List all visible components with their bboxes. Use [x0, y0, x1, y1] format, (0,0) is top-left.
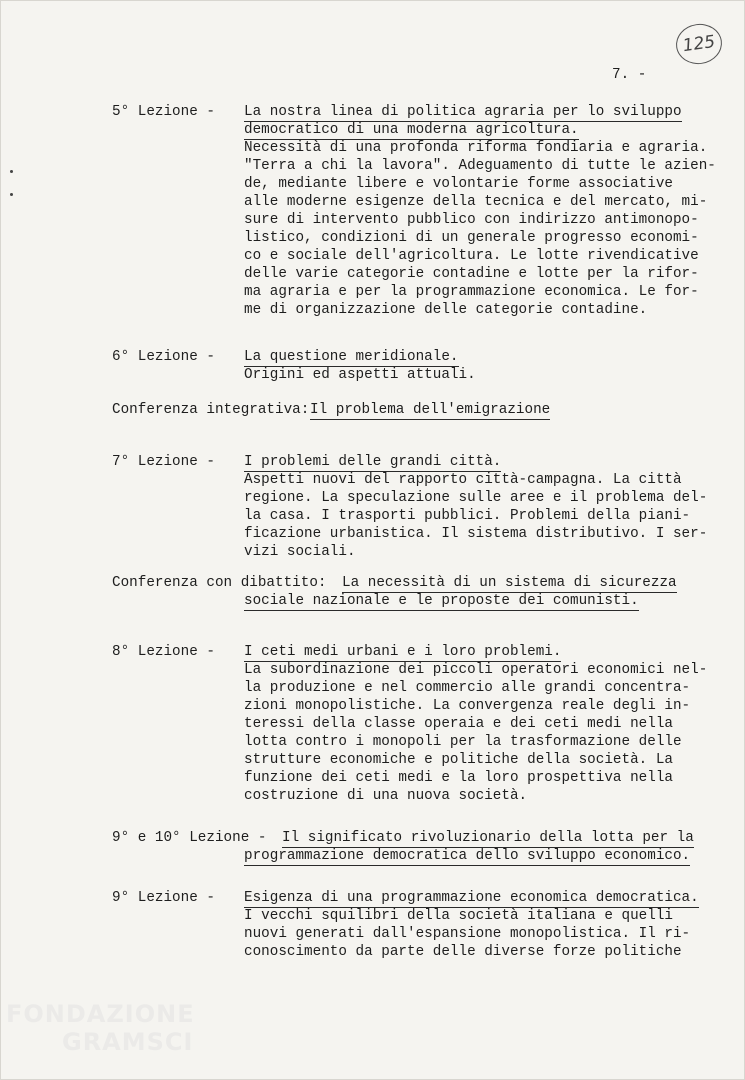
lesson-text-line: ma agraria e per la programmazione economica. Le for-: [244, 284, 699, 300]
lesson-label: 9° e 10° Lezione -: [112, 830, 267, 846]
lesson-text-line: lotta contro i monopoli per la trasformazione delle: [244, 734, 682, 750]
lesson-text-line: vizi sociali.: [244, 544, 356, 560]
lesson-text-line: delle varie categorie contadine e lotte per la rifor-: [244, 266, 699, 282]
lesson-title: programmazione democratica dello sviluppo economico.: [244, 848, 691, 864]
conference-title: Il problema dell'emigrazione: [310, 402, 551, 418]
lesson-text-line: la produzione e nel commercio alle grandi concentra-: [244, 680, 691, 696]
lesson-text-line: nuovi generati dall'espansione monopolistica. Il ri-: [244, 926, 691, 942]
lesson-text-line: co e sociale dell'agricoltura. Le lotte rivendicative: [244, 248, 699, 264]
lesson-text-line: La subordinazione dei piccoli operatori economici nel-: [244, 662, 708, 678]
conference-label: Conferenza con dibattito:: [112, 575, 327, 591]
lesson-text-line: la casa. I trasporti pubblici. Problemi della piani-: [244, 508, 691, 524]
conference-title: sociale nazionale e le proposte dei comunisti.: [244, 593, 639, 609]
lesson-label: 8° Lezione -: [112, 644, 215, 660]
lesson-text-line: zioni monopolistiche. La convergenza reale degli in-: [244, 698, 691, 714]
lesson-text-line: alle moderne esigenze della tecnica e del mercato, mi-: [244, 194, 708, 210]
margin-mark: [10, 193, 13, 196]
lesson-text-line: sure di intervento pubblico con indirizzo antimonopo-: [244, 212, 699, 228]
page-number: 7. -: [612, 67, 647, 83]
lesson-text-line: costruzione di una nuova società.: [244, 788, 528, 804]
lesson-title: La nostra linea di politica agraria per lo sviluppo: [244, 104, 682, 120]
lesson-text-line: Origini ed aspetti attuali.: [244, 367, 476, 383]
lesson-text-line: strutture economiche e politiche della società. La: [244, 752, 673, 768]
lesson-text-line: I vecchi squilibri della società italiana e quelli: [244, 908, 673, 924]
lesson-label: 5° Lezione -: [112, 104, 215, 120]
lesson-title: I ceti medi urbani e i loro problemi.: [244, 644, 562, 660]
lesson-label: 6° Lezione -: [112, 349, 215, 365]
lesson-text-line: ficazione urbanistica. Il sistema distributivo. I ser-: [244, 526, 708, 542]
lesson-text-line: Aspetti nuovi del rapporto città-campagna. La città: [244, 472, 682, 488]
lesson-text-line: listico, condizioni di un generale progresso economi-: [244, 230, 699, 246]
conference-label: Conferenza integrativa:: [112, 402, 310, 418]
conference-title: La necessità di un sistema di sicurezza: [342, 575, 677, 591]
lesson-text-line: "Terra a chi la lavora". Adeguamento di tutte le azien-: [244, 158, 716, 174]
lesson-title: Esigenza di una programmazione economica democratica.: [244, 890, 699, 906]
archive-number-stamp: 125: [673, 21, 724, 67]
lesson-title: democratico di una moderna agricoltura.: [244, 122, 579, 138]
watermark-line: GRAMSCI: [62, 1028, 194, 1056]
lesson-title: La questione meridionale.: [244, 349, 459, 365]
fondazione-gramsci-watermark: [6, 1000, 226, 1070]
lesson-title: Il significato rivoluzionario della lotta per la: [282, 830, 694, 846]
margin-mark: [10, 170, 13, 173]
lesson-label: 7° Lezione -: [112, 454, 215, 470]
lesson-text-line: me di organizzazione delle categorie contadine.: [244, 302, 648, 318]
watermark-line: FONDAZIONE: [6, 1000, 195, 1028]
lesson-text-line: regione. La speculazione sulle aree e il problema del-: [244, 490, 708, 506]
lesson-label: 9° Lezione -: [112, 890, 215, 906]
lesson-text-line: Necessità di una profonda riforma fondiaria e agraria.: [244, 140, 708, 156]
lesson-text-line: funzione dei ceti medi e la loro prospettiva nella: [244, 770, 673, 786]
lesson-text-line: de, mediante libere e volontarie forme associative: [244, 176, 673, 192]
lesson-text-line: teressi della classe operaia e dei ceti medi nella: [244, 716, 673, 732]
lesson-title: I problemi delle grandi città.: [244, 454, 502, 470]
lesson-text-line: conoscimento da parte delle diverse forze politiche: [244, 944, 682, 960]
